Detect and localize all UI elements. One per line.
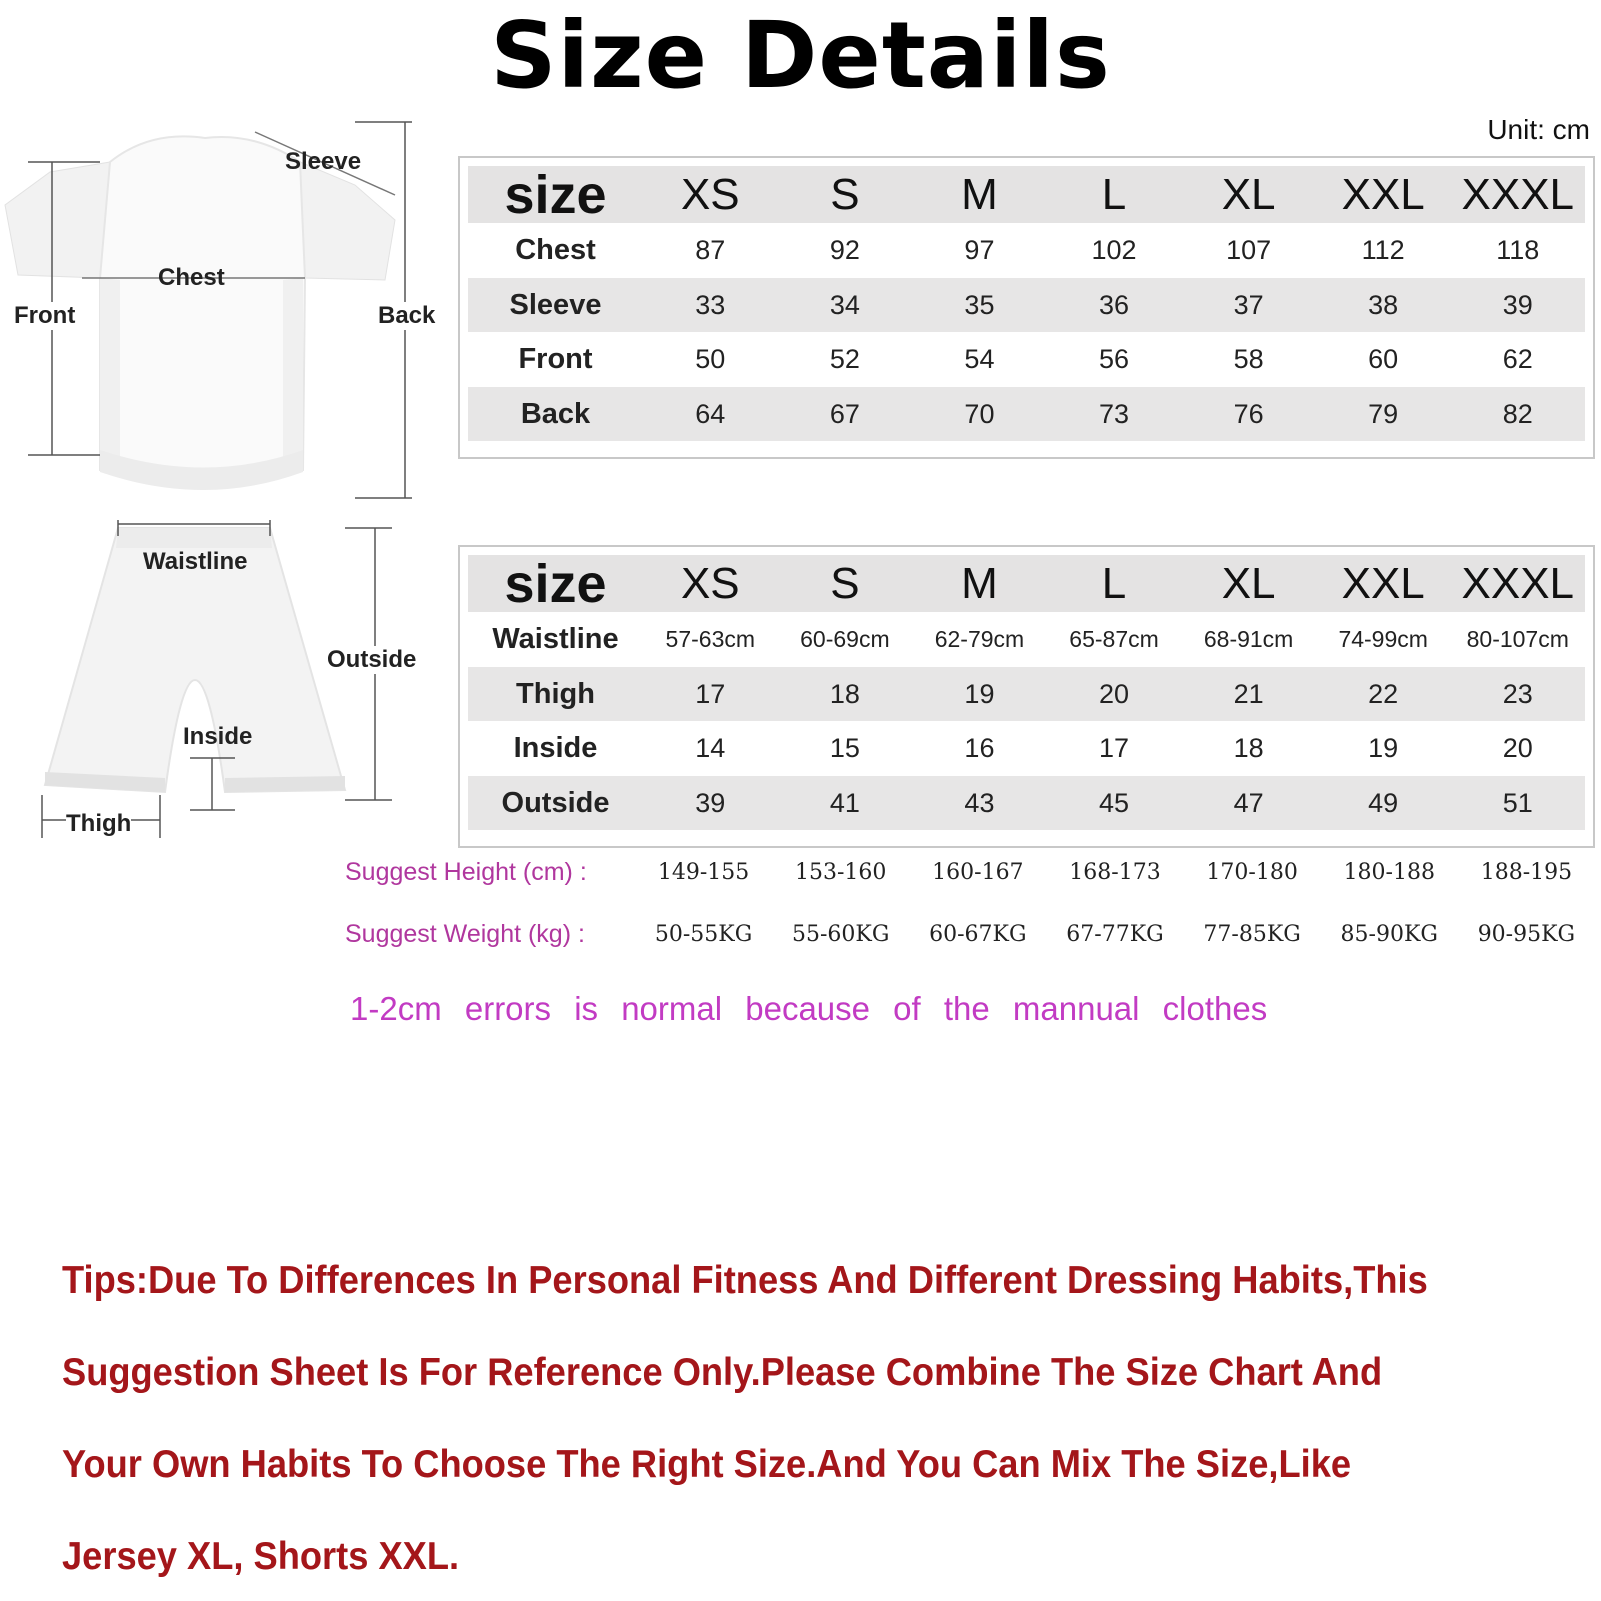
- table-cell: 21: [1233, 678, 1264, 709]
- table-cell: 39: [695, 787, 726, 818]
- header-cell: XL: [1221, 169, 1276, 219]
- header-cell: M: [961, 169, 998, 219]
- table-cell: 17: [1099, 733, 1130, 763]
- table-cell: 73: [1099, 398, 1130, 429]
- suggest-height-value: 188-195: [1480, 859, 1573, 885]
- row-label: Back: [520, 397, 591, 430]
- header-cell: size: [504, 164, 607, 225]
- table-cell: 56: [1099, 344, 1130, 374]
- table-cell: 87: [695, 235, 726, 265]
- thigh-label: Thigh: [66, 810, 132, 837]
- unit-label: Unit: cm: [1487, 114, 1590, 145]
- table-cell: 118: [1496, 235, 1540, 265]
- table-cell: 20: [1502, 733, 1533, 763]
- shorts-diagram: [0, 520, 440, 850]
- suggest-weight-label: Suggest Weight (kg) :: [345, 919, 585, 948]
- inside-label: Inside: [183, 723, 253, 750]
- table-cell: 97: [964, 235, 995, 265]
- suggest-weight-value: 85-90KG: [1340, 921, 1438, 947]
- suggest-weight-row: [345, 914, 1595, 954]
- shorts-size-table: [458, 545, 1595, 848]
- table-cell: 19: [1368, 733, 1399, 763]
- row-label: Thigh: [516, 677, 595, 710]
- table-cell: 60: [1368, 344, 1399, 374]
- chest-label: Chest: [158, 264, 225, 291]
- table-cell: 34: [829, 289, 860, 320]
- tips-paragraph: Tips:Due To Differences In Personal Fitness And Different Dressing Habits,This Suggestion Sheet Is For Reference Only.Please Combine The Size Chart And Your Own Habits To Choose The Right Size.And You Can Mix The Size,Like Jersey XL, Shorts XXL.: [62, 1259, 1428, 1578]
- header-cell: XS: [680, 169, 740, 219]
- table-row: [468, 387, 1585, 441]
- row-label: Inside: [513, 732, 598, 764]
- row-label: Chest: [515, 234, 596, 266]
- table-cell: 54: [964, 344, 995, 374]
- table-cell: 23: [1502, 678, 1533, 709]
- suggest-weight-value: 77-85KG: [1203, 921, 1301, 947]
- table-cell: 39: [1502, 289, 1533, 320]
- row-label: Outside: [501, 786, 610, 819]
- table-cell: 49: [1368, 787, 1399, 818]
- table-cell: 41: [829, 787, 860, 818]
- table-row: [468, 223, 1585, 278]
- suggest-weight-value: 67-77KG: [1066, 921, 1164, 947]
- table-cell: 70: [964, 398, 995, 429]
- table-cell: 82: [1502, 398, 1533, 429]
- table-cell: 68-91cm: [1203, 626, 1294, 652]
- table-cell: 57-63cm: [665, 626, 756, 652]
- suggest-height-value: 168-173: [1069, 859, 1161, 885]
- table-row: [468, 612, 1585, 667]
- suggest-height-value: 170-180: [1206, 859, 1298, 885]
- table-cell: 51: [1502, 787, 1533, 818]
- header-cell: XXL: [1341, 558, 1425, 608]
- table-cell: 19: [964, 678, 995, 709]
- table-header-row: [468, 166, 1585, 223]
- table-cell: 80-107cm: [1466, 626, 1569, 652]
- row-label: Sleeve: [509, 288, 602, 321]
- header-cell: S: [830, 169, 860, 219]
- table-header-row: [468, 555, 1585, 612]
- back-label: Back: [378, 302, 436, 329]
- table-cell: 102: [1091, 235, 1137, 265]
- header-cell: XXXL: [1461, 558, 1575, 608]
- table-cell: 62: [1502, 344, 1533, 374]
- suggest-height-value: 180-188: [1343, 859, 1435, 885]
- table-row: [468, 721, 1585, 776]
- header-cell: XS: [680, 558, 740, 608]
- table-cell: 62-79cm: [934, 626, 1025, 652]
- row-label: Waistline: [492, 623, 619, 655]
- table-row: [468, 776, 1585, 830]
- table-cell: 43: [964, 787, 995, 818]
- page-title: Size Details: [490, 2, 1111, 109]
- header-cell: L: [1101, 169, 1127, 219]
- table-cell: 18: [1233, 733, 1264, 763]
- table-cell: 15: [829, 733, 860, 763]
- table-cell: 33: [695, 289, 726, 320]
- table-row: [468, 278, 1585, 332]
- table-row: [468, 332, 1585, 387]
- outside-label: Outside: [327, 646, 417, 673]
- suggest-weight-value: 90-95KG: [1477, 921, 1576, 947]
- table-cell: 67: [829, 398, 860, 429]
- header-cell: XXXL: [1461, 169, 1575, 219]
- row-label: Front: [518, 343, 593, 375]
- table-cell: 35: [964, 289, 995, 320]
- table-row: [468, 667, 1585, 721]
- jersey-diagram: [0, 110, 440, 510]
- table-cell: 76: [1233, 398, 1264, 429]
- suggest-weight-value: 50-55KG: [654, 921, 753, 947]
- table-cell: 65-87cm: [1069, 626, 1159, 652]
- table-cell: 47: [1233, 787, 1264, 818]
- table-cell: 36: [1099, 289, 1130, 320]
- header-cell: size: [504, 553, 607, 614]
- table-cell: 18: [829, 678, 860, 709]
- table-cell: 74-99cm: [1338, 626, 1428, 652]
- table-cell: 79: [1368, 398, 1399, 429]
- table-cell: 50: [695, 344, 726, 374]
- table-cell: 60-69cm: [800, 626, 890, 652]
- table-cell: 45: [1099, 787, 1130, 818]
- table-cell: 58: [1233, 344, 1264, 374]
- table-cell: 22: [1368, 678, 1399, 709]
- error-note: 1-2cm errors is normal because of the mannual clothes: [350, 990, 1268, 1027]
- table-cell: 92: [829, 235, 860, 265]
- table-cell: 17: [695, 678, 726, 709]
- table-cell: 112: [1361, 235, 1405, 265]
- suggest-weight-value: 60-67KG: [929, 921, 1027, 947]
- suggest-height-row: [345, 852, 1595, 892]
- table-cell: 107: [1226, 235, 1272, 265]
- table-cell: 52: [829, 344, 860, 374]
- jersey-size-table: [458, 156, 1595, 459]
- suggest-height-label: Suggest Height (cm) :: [345, 857, 587, 886]
- suggest-weight-value: 55-60KG: [791, 921, 890, 947]
- table-cell: 14: [695, 733, 726, 763]
- header-cell: XXL: [1341, 169, 1425, 219]
- header-cell: S: [830, 558, 860, 608]
- header-cell: XL: [1221, 558, 1276, 608]
- table-cell: 38: [1368, 289, 1399, 320]
- header-cell: L: [1101, 558, 1127, 608]
- sleeve-label: Sleeve: [285, 148, 362, 175]
- waistline-label: Waistline: [143, 548, 248, 575]
- table-cell: 37: [1233, 289, 1264, 320]
- suggest-height-value: 153-160: [795, 859, 887, 885]
- table-cell: 20: [1099, 678, 1130, 709]
- suggest-height-value: 160-167: [932, 859, 1024, 885]
- table-cell: 64: [695, 398, 726, 429]
- header-cell: M: [961, 558, 998, 608]
- table-cell: 16: [964, 733, 995, 763]
- suggest-height-value: 149-155: [657, 859, 750, 885]
- front-label: Front: [14, 302, 76, 329]
